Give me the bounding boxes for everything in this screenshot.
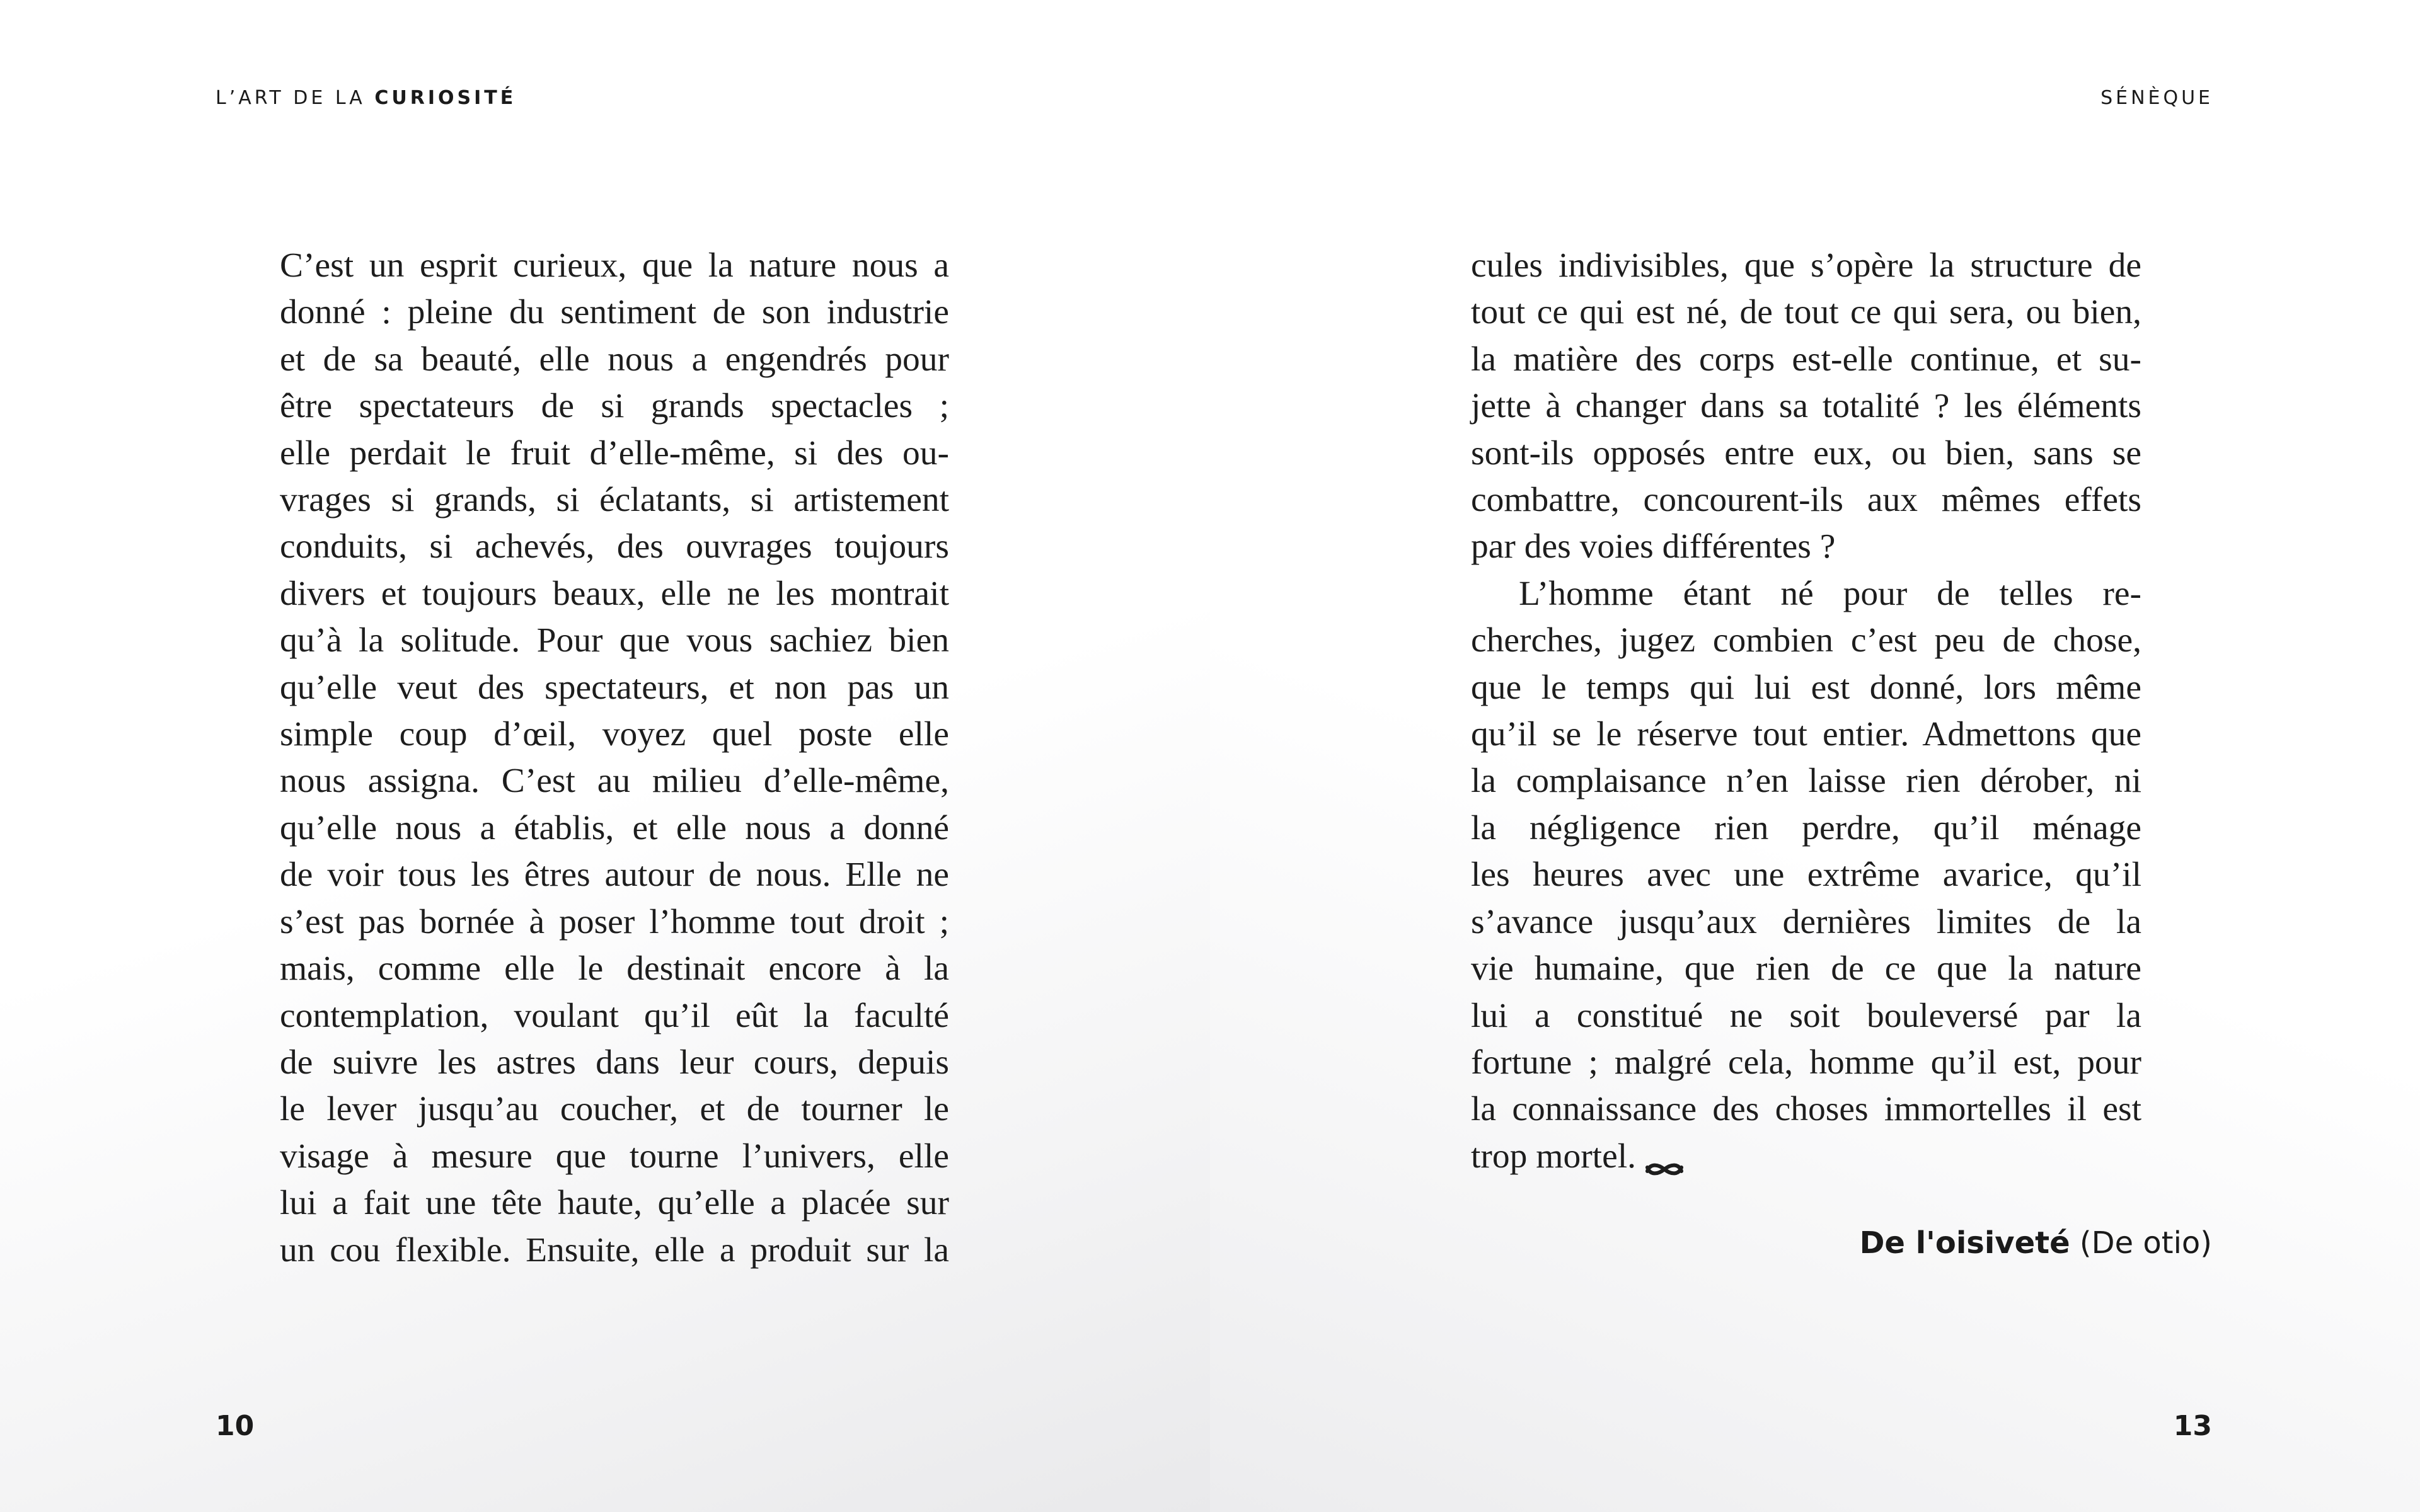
text-line: fortune ; malgré cela, homme qu’il est, pour (1471, 1043, 2141, 1082)
citation-title: De l'oisiveté (1859, 1225, 2070, 1261)
text-line: lui a constitué ne soit bouleversé par la (1471, 996, 2141, 1035)
text-line: la complaisance n’en laisse rien dérober, ni (1471, 762, 2141, 801)
text-line: qu’à la solitude. Pour que vous sachiez bien (280, 621, 949, 660)
text-line-final (1471, 1133, 2141, 1180)
text-line: donné : pleine du sentiment de son industrie (280, 293, 949, 332)
text-line: que le temps qui lui est donné, lors même (1471, 668, 2141, 707)
text-line: elle perdait le fruit d’elle-même, si des ou- (280, 433, 949, 472)
text-line: simple coup d’œil, voyez quel poste elle (280, 715, 949, 754)
text-line: nous assigna. C’est au milieu d’elle-même, (280, 762, 949, 801)
text-line: visage à mesure que tourne l’univers, elle (280, 1137, 949, 1176)
text-line: la connaissance des choses immortelles il est (1471, 1090, 2141, 1129)
text-line: qu’il se le réserve tout entier. Admettons que (1471, 715, 2141, 754)
text-line: la négligence rien perdre, qu’il ménage (1471, 808, 2141, 847)
text-line: qu’elle nous a établis, et elle nous a donné (280, 808, 949, 847)
text-line: de voir tous les êtres autour de nous. Elle ne (280, 856, 949, 895)
ornament-end-icon (1645, 1146, 1684, 1167)
text-line: mais, comme elle le destinait encore à la (280, 949, 949, 988)
text-line: combattre, concourent-ils aux mêmes effets (1471, 481, 2141, 520)
text-line: contemplation, voulant qu’il eût la faculté (280, 996, 949, 1035)
text-line: cules indivisibles, que s’opère la structure de (1471, 246, 2141, 285)
text-line: de suivre les astres dans leur cours, depuis (280, 1043, 949, 1082)
running-head-prefix: L’ART DE LA (216, 87, 375, 109)
text-line: qu’elle veut des spectateurs, et non pas un (280, 668, 949, 707)
text-line: tout ce qui est né, de tout ce qui sera, ou bien, (1471, 293, 2141, 332)
text-line: et de sa beauté, elle nous a engendrés pour (280, 340, 949, 379)
text-line: lui a fait une tête haute, qu’elle a placée sur (280, 1184, 949, 1223)
text-line: s’avance jusqu’aux dernières limites de la (1471, 902, 2141, 941)
text-line: vrages si grands, si éclatants, si artistement (280, 481, 949, 520)
text-line: la matière des corps est-elle continue, et su- (1471, 340, 2141, 379)
final-line-text: trop mortel. (1471, 1137, 1637, 1176)
text-line: jette à changer dans sa totalité ? les éléments (1471, 387, 2141, 426)
running-head-emphasis: CURIOSITÉ (374, 87, 517, 109)
text-line: s’est pas bornée à poser l’homme tout droit ; (280, 902, 949, 941)
running-head-left (216, 87, 516, 109)
text-line: être spectateurs de si grands spectacles ; (280, 387, 949, 426)
page-number-left: 10 (216, 1410, 255, 1442)
text-line: L’homme étant né pour de telles re- (1519, 574, 2141, 613)
text-line: sont-ils opposés entre eux, ou bien, sans se (1471, 433, 2141, 472)
text-line: les heures avec une extrême avarice, qu’il (1471, 856, 2141, 895)
citation-subtitle: (De otio) (2079, 1225, 2212, 1261)
text-line: divers et toujours beaux, elle ne les montrait (280, 574, 949, 613)
right-body-text (1471, 243, 2141, 1180)
running-head-right: SÉNÈQUE (2100, 87, 2213, 109)
right-page (1210, 0, 2420, 1512)
text-line: par des voies différentes ? (1471, 527, 1836, 566)
page-number-right: 13 (2173, 1410, 2212, 1442)
text-line: vie humaine, que rien de ce que la nature (1471, 949, 2141, 988)
text-line: conduits, si achevés, des ouvrages toujours (280, 527, 949, 566)
text-line: cherches, jugez combien c’est peu de chose, (1471, 621, 2141, 660)
text-line: un cou flexible. Ensuite, elle a produit sur la (280, 1230, 949, 1269)
text-line: le lever jusqu’au coucher, et de tourner le (280, 1090, 949, 1129)
source-citation (1860, 1225, 2212, 1261)
text-line: C’est un esprit curieux, que la nature nous a (280, 246, 949, 285)
left-body-text (280, 243, 949, 1274)
